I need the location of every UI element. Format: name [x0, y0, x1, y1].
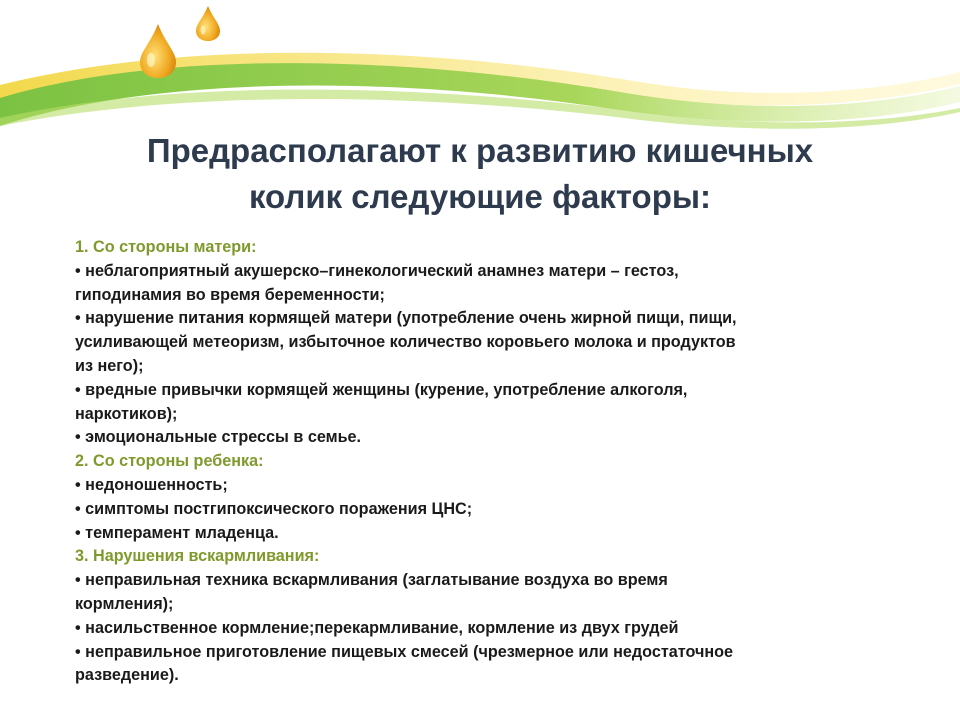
list-item: • неправильное приготовление пищевых смесей (чрезмерное или недостаточное [75, 642, 734, 661]
factors-list [75, 236, 915, 688]
list-item: • симптомы постгипоксического поражения ЦНС; [75, 499, 473, 518]
list-item: наркотиков); [75, 404, 178, 423]
list-item: • неправильная техника вскармливания (заглатывание воздуха во время [75, 571, 668, 590]
list-item: • эмоциональные стрессы в семье. [75, 428, 362, 447]
list-item: • недоношенность; [75, 475, 228, 494]
list-item: • насильственное кормление;перекармливание, кормление из двух грудей [75, 618, 679, 637]
list-item: • вредные привычки кормящей женщины (курение, употребление алкоголя, [75, 380, 688, 399]
list-item: • неблагоприятный акушерско–гинекологический анамнез матери – гестоз, [75, 261, 679, 280]
list-item: из него); [75, 356, 144, 375]
list-item: усиливающей метеоризм, избыточное количество коровьего молока и продуктов [75, 333, 736, 352]
title-line-2: колик следующие факторы: [248, 178, 712, 215]
page-title [0, 128, 960, 220]
title-line-1: Предрасполагают к развитию кишечных [146, 132, 814, 169]
list-item: кормления); [75, 594, 174, 613]
header-decoration [0, 0, 960, 140]
drop-icon [140, 24, 176, 78]
section-heading: 1. Со стороны матери: [75, 238, 257, 256]
section-heading: 3. Нарушения вскармливания: [75, 547, 320, 566]
section-heading: 2. Со стороны ребенка: [75, 452, 264, 471]
list-item: • темперамент младенца. [75, 523, 279, 542]
drop-icon [196, 6, 220, 41]
list-item: гиподинамия во время беременности; [75, 285, 385, 304]
list-item: • нарушение питания кормящей матери (употребление очень жирной пищи, пищи, [75, 309, 737, 328]
list-item: разведение). [75, 666, 179, 685]
